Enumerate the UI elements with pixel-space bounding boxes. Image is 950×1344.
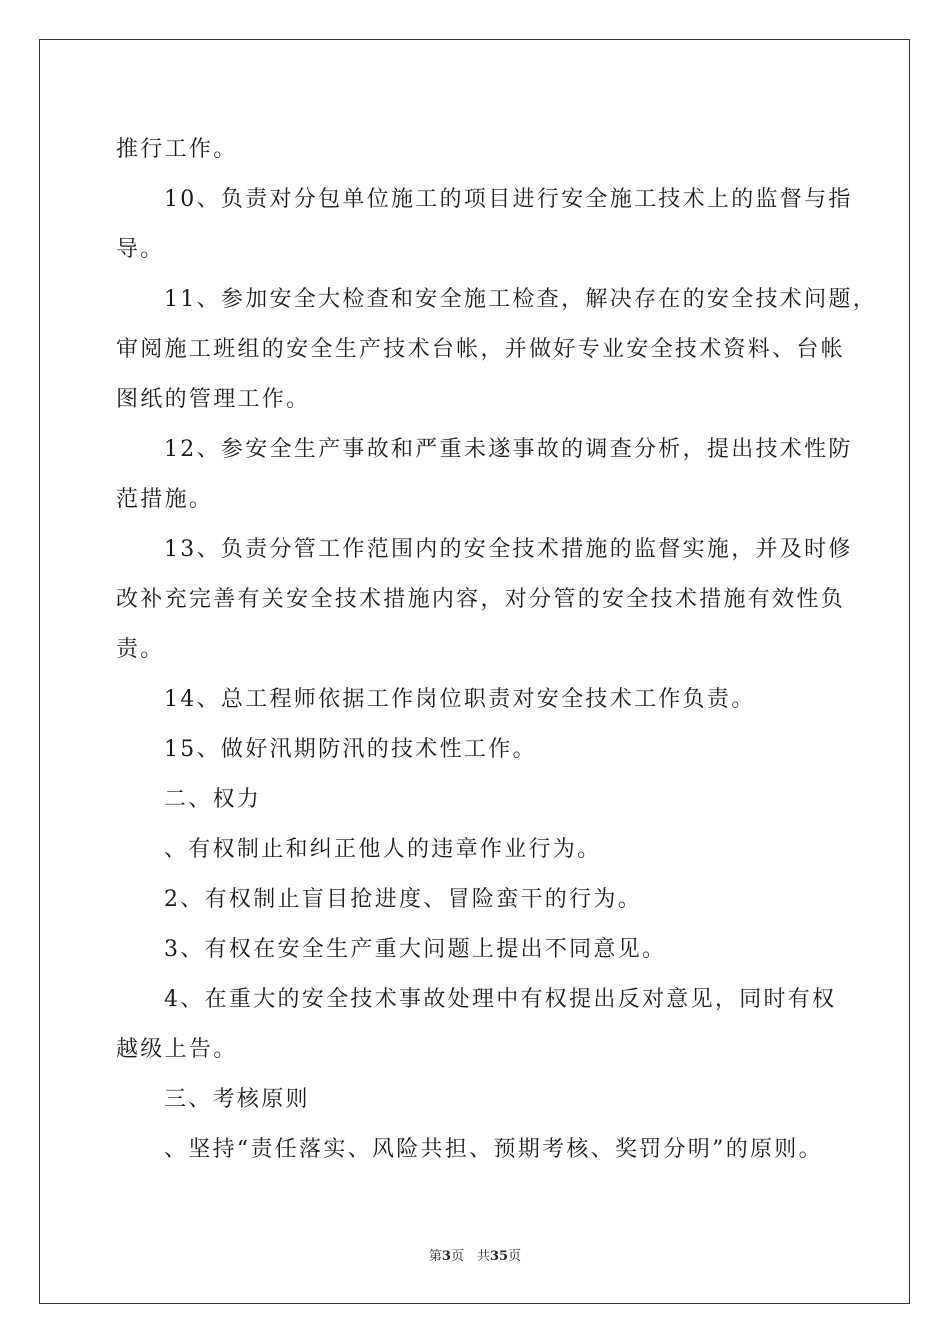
text-line: 10、负责对分包单位施工的项目进行安全施工技术上的监督与指: [164, 187, 853, 212]
section-heading: 三、考核原则: [164, 1087, 310, 1112]
text-line: 4、在重大的安全技术事故处理中有权提出反对意见，同时有权: [164, 987, 837, 1012]
document-body: [116, 125, 877, 1175]
text-line: 、有权制止和纠正他人的违章作业行为。: [164, 837, 602, 862]
text-line: 推行工作。: [116, 137, 238, 162]
text-line: 改补充完善有关安全技术措施内容，对分管的安全技术措施有效性负: [116, 587, 846, 612]
text-line: 、坚持“责任落实、风险共担、预期考核、奖罚分明”的原则。: [164, 1137, 823, 1162]
text-line: 图纸的管理工作。: [116, 387, 311, 412]
text-line: 3、有权在安全生产重大问题上提出不同意见。: [164, 937, 667, 962]
section-heading: 二、权力: [164, 787, 262, 812]
text-line: 越级上告。: [116, 1037, 238, 1062]
total-page-count: 35: [489, 1249, 509, 1264]
text-line: 范措施。: [116, 487, 214, 512]
text-line: 2、有权制止盲目抢进度、冒险蛮干的行为。: [164, 887, 642, 912]
text-line: 审阅施工班组的安全生产技术台帐，并做好专业安全技术资料、台帐: [116, 337, 846, 362]
text-line: 15、做好汛期防汛的技术性工作。: [164, 737, 537, 762]
current-page-number: 3: [441, 1249, 451, 1264]
footer-suffix: 页: [508, 1249, 522, 1264]
text-line: 11、参加安全大检查和安全施工检查，解决存在的安全技术问题，: [164, 287, 877, 312]
text-line: 12、参安全生产事故和严重未遂事故的调查分析，提出技术性防: [164, 437, 853, 462]
footer-mid: 页 共: [450, 1249, 490, 1264]
text-line: 14、总工程师依据工作岗位职责对安全技术工作负责。: [164, 687, 756, 712]
text-line: 13、负责分管工作范围内的安全技术措施的监督实施，并及时修: [164, 537, 853, 562]
footer-prefix: 第: [428, 1249, 442, 1264]
page-footer: [0, 1245, 950, 1264]
text-line: 责。: [116, 637, 165, 662]
text-line: 导。: [116, 237, 165, 262]
